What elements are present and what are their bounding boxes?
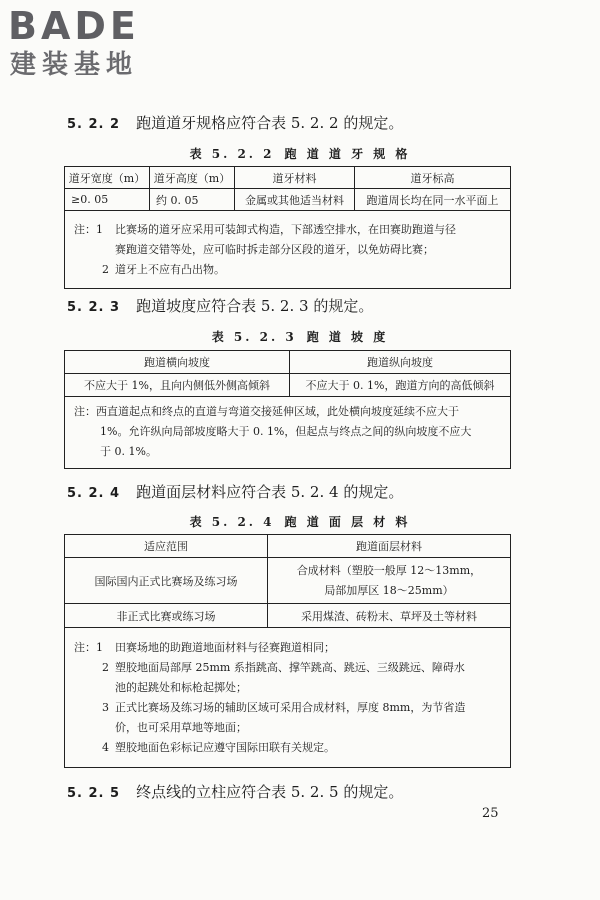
clause-text: 跑道面层材料应符合表 5. 2. 4 的规定。 xyxy=(136,483,404,501)
note-5-2-4 xyxy=(74,638,466,758)
table-header-row xyxy=(65,351,511,374)
cell: ≥0. 05 xyxy=(65,189,150,211)
header-cell: 道牙材料 xyxy=(235,167,355,189)
cell: 不应大于 0. 1%，跑道方向的高低倾斜 xyxy=(290,374,511,397)
table-header-row xyxy=(65,535,511,558)
header-cell: 道牙标高 xyxy=(355,167,511,189)
note-1-line-2: 赛跑道交错等处，应可临时拆走部分区段的道牙，以免妨碍比赛； xyxy=(115,243,434,256)
table-row xyxy=(65,604,511,628)
table-row xyxy=(65,374,511,397)
clause-5-2-4 xyxy=(67,482,403,504)
caption-title: 跑 道 面 层 材 料 xyxy=(284,515,411,529)
note-label: 注：1 xyxy=(74,641,103,654)
caption-number: 表 5. 2. 3 xyxy=(211,330,297,344)
caption-title: 跑 道 坡 度 xyxy=(306,330,389,344)
note-1: 田赛场地的助跑道地面材料与径赛跑道相同； xyxy=(115,641,335,654)
cell: 国际国内正式比赛场及练习场 xyxy=(65,558,268,604)
clause-5-2-2 xyxy=(67,113,403,135)
note-5-2-3 xyxy=(74,402,471,462)
note-3-line-2: 价，也可采用草地等地面； xyxy=(115,721,247,734)
cell-material xyxy=(268,558,511,604)
header-cell: 道牙高度（m） xyxy=(150,167,235,189)
table-row xyxy=(65,558,511,604)
clause-5-2-5 xyxy=(67,782,403,804)
logo-subtitle: 建装基地 xyxy=(10,50,139,80)
note-5-2-2 xyxy=(74,220,456,280)
header-cell: 跑道面层材料 xyxy=(268,535,511,558)
clause-number: 5. 2. 4 xyxy=(67,486,121,501)
cell: 非正式比赛或练习场 xyxy=(65,604,268,628)
page-number: 25 xyxy=(482,806,499,821)
cell: 约 0. 05 xyxy=(150,189,235,211)
note-4-number: 4 xyxy=(102,741,109,754)
bade-logo xyxy=(8,4,178,84)
cell: 不应大于 1%，且向内侧低外侧高倾斜 xyxy=(65,374,290,397)
clause-number: 5. 2. 2 xyxy=(67,117,121,132)
caption-number: 表 5. 2. 4 xyxy=(189,515,275,529)
clause-number: 5. 2. 5 xyxy=(67,786,121,801)
note-line-2: 1%。允许纵向局部坡度略大于 0. 1%，但起点与终点之间的纵向坡度不应大 xyxy=(100,425,472,438)
clause-text: 跑道道牙规格应符合表 5. 2. 2 的规定。 xyxy=(136,114,404,132)
note-label: 注：1 xyxy=(74,223,103,236)
note-2-number: 2 xyxy=(102,661,109,674)
caption-title: 跑 道 道 牙 规 格 xyxy=(284,147,411,161)
header-cell: 道牙宽度（m） xyxy=(65,167,150,189)
header-cell: 跑道纵向坡度 xyxy=(290,351,511,374)
note-3-line-1: 正式比赛场及练习场的辅助区域可采用合成材料，厚度 8mm，为节省造 xyxy=(115,701,466,714)
clause-number: 5. 2. 3 xyxy=(67,300,121,315)
header-cell: 适应范围 xyxy=(65,535,268,558)
material-line-1: 合成材料（塑胶一般厚 12～13mm， xyxy=(296,563,482,577)
table-row xyxy=(65,189,511,211)
caption-number: 表 5. 2. 2 xyxy=(189,147,275,161)
note-3-number: 3 xyxy=(102,701,109,714)
note-line-3: 于 0. 1%。 xyxy=(100,445,157,458)
note-line-1: 注：西直道起点和终点的直道与弯道交接延伸区域，此处横向坡度延续不应大于 xyxy=(74,405,459,418)
table-caption-5-2-3 xyxy=(0,329,600,345)
note-1-line-1: 比赛场的道牙应采用可装卸式构造，下部透空排水，在田赛助跑道与径 xyxy=(115,223,456,236)
clause-5-2-3 xyxy=(67,296,373,318)
table-header-row xyxy=(65,167,511,189)
material-line-2: 局部加厚区 18～25mm） xyxy=(324,583,454,597)
logo-wordmark: BADE xyxy=(8,4,140,48)
note-2-line-1: 塑胶地面局部厚 25mm 系指跳高、撑竿跳高、跳远、三级跳远、障碍水 xyxy=(115,661,465,674)
cell: 采用煤渣、砖粉末、草坪及土等材料 xyxy=(268,604,511,628)
table-caption-5-2-4 xyxy=(0,514,600,530)
cell: 跑道周长均在同一水平面上 xyxy=(355,189,511,211)
note-2-text: 道牙上不应有凸出物。 xyxy=(115,263,225,276)
note-2-line-2: 池的起跳处和标枪起掷处； xyxy=(115,681,247,694)
note-2-number: 2 xyxy=(102,263,109,276)
table-caption-5-2-2 xyxy=(0,146,600,162)
clause-text: 终点线的立柱应符合表 5. 2. 5 的规定。 xyxy=(136,783,404,801)
cell: 金属或其他适当材料 xyxy=(235,189,355,211)
header-cell: 跑道横向坡度 xyxy=(65,351,290,374)
note-4: 塑胶地面色彩标记应遵守国际田联有关规定。 xyxy=(115,741,335,754)
clause-text: 跑道坡度应符合表 5. 2. 3 的规定。 xyxy=(136,297,374,315)
